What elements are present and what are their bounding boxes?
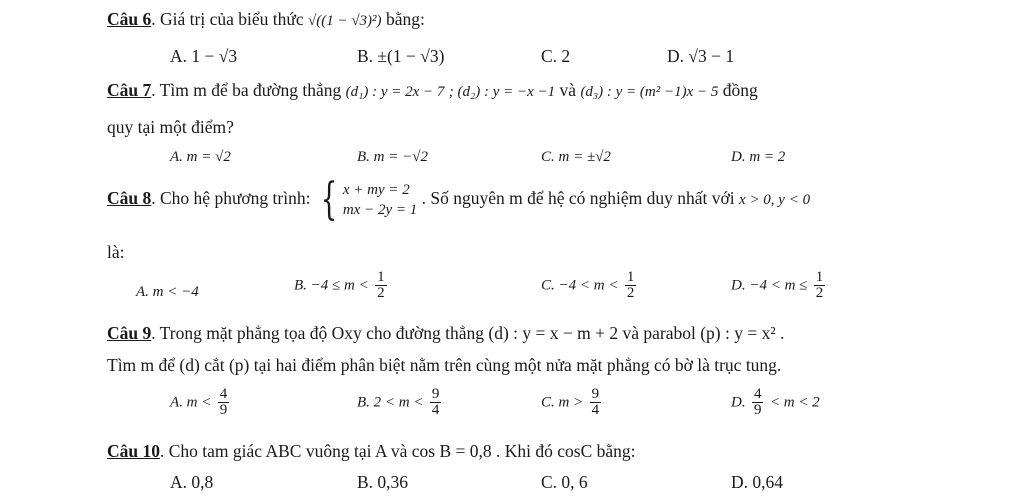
q8-option-b-fraction: $\frac{1}{2}$ — [377, 269, 385, 301]
question-9-line2: Tìm m để (d) cắt (p) tại hai điểm phân biệt nằm trên cùng một nửa mặt phẳng có bờ là trục tung. — [107, 355, 782, 375]
q8-option-d-text: D. −4 < m ≤ — [731, 277, 808, 294]
question-8-system — [315, 173, 418, 225]
question-7-text: . Tìm m để ba đường thẳng — [151, 80, 342, 100]
q8-option-a[interactable] — [136, 279, 199, 303]
system-eq2: mx − 2y = 1 — [342, 201, 418, 218]
q9-option-a-fraction: $\frac{4}{9}$ — [219, 386, 228, 418]
q9-option-b-fraction: $\frac{9}{4}$ — [431, 386, 440, 418]
question-8-text: . Cho hệ phương trình: — [151, 188, 311, 208]
q6-option-b[interactable]: B. ±(1 − √3) — [357, 46, 445, 66]
question-6-suffix: bằng: — [385, 9, 425, 29]
question-10-text: . Cho tam giác ABC vuông tại A và cos B = 0,8 . Khi đó cosC bằng: — [160, 441, 636, 461]
question-7-and: và — [559, 80, 577, 100]
q7-option-a[interactable]: A. m = √2 — [170, 149, 231, 165]
q8-option-b-text: B. −4 ≤ m < — [294, 277, 369, 294]
q9-option-d[interactable] — [731, 387, 820, 418]
question-7-d2: ; (d₂) : y = −x −1 — [448, 84, 556, 100]
q10-option-a[interactable]: A. 0,8 — [170, 472, 214, 492]
q6-option-c[interactable]: C. 2 — [541, 46, 571, 66]
question-9-text: . Trong mặt phẳng tọa độ Oxy cho đường thẳng (d) : y = x − m + 2 và parabol (p) : y = x² . — [151, 323, 785, 343]
question-8-after: . Số nguyên m để hệ có nghiệm duy nhất với — [421, 188, 735, 208]
question-9-stem — [107, 322, 784, 344]
q9-option-b-text: B. 2 < m < — [357, 394, 424, 411]
q10-option-c[interactable]: C. 0, 6 — [541, 472, 588, 492]
q10-option-d[interactable]: D. 0,64 — [731, 472, 784, 492]
question-6-expression: √((1 − √3)²) — [307, 13, 382, 29]
q9-option-b[interactable] — [357, 387, 443, 418]
q9-option-c-text: C. m > — [541, 394, 584, 411]
question-8-line2: là: — [107, 242, 125, 262]
q7-option-d[interactable]: D. m = 2 — [731, 149, 786, 165]
question-7-d1: (d₁) : y = 2x − 7 — [345, 84, 445, 100]
q8-option-a-text: A. m < −4 — [136, 284, 199, 300]
question-9-label: Câu 9 — [107, 323, 152, 343]
question-6-text: . Giá trị của biểu thức — [151, 9, 304, 29]
q6-option-a[interactable]: A. 1 − √3 — [170, 46, 238, 66]
question-7-stem — [107, 79, 758, 103]
question-8-stem — [107, 173, 811, 225]
question-6-label: Câu 6 — [107, 9, 152, 29]
question-7-line2: quy tại một điểm? — [107, 117, 234, 137]
question-6-stem — [107, 8, 425, 32]
question-8-condition: x > 0, y < 0 — [739, 192, 811, 208]
q7-option-c[interactable]: C. m = ±√2 — [541, 149, 611, 165]
q9-option-a[interactable] — [170, 387, 231, 418]
q9-option-c[interactable] — [541, 387, 603, 418]
q8-option-d-fraction: $\frac{1}{2}$ — [815, 269, 824, 301]
system-eq1: x + my = 2 — [342, 181, 410, 198]
question-10-stem — [107, 440, 636, 462]
q8-option-d[interactable] — [731, 270, 827, 301]
q9-option-d-fraction: $\frac{4}{9}$ — [753, 386, 762, 418]
question-10-label: Câu 10 — [107, 441, 160, 461]
q10-option-b[interactable]: B. 0,36 — [357, 472, 409, 492]
q8-option-c[interactable] — [541, 270, 638, 301]
q8-option-c-fraction: $\frac{1}{2}$ — [626, 269, 635, 301]
question-7-d3: (d₃) : y = (m² −1)x − 5 — [580, 84, 719, 100]
q9-option-d-tail: < m < 2 — [769, 394, 820, 411]
q6-option-d[interactable]: D. √3 − 1 — [667, 46, 735, 66]
q9-option-d-text: D. — [731, 394, 746, 411]
question-7-label: Câu 7 — [107, 80, 152, 100]
q7-option-b[interactable]: B. m = −√2 — [357, 149, 428, 165]
q9-option-c-fraction: $\frac{9}{4}$ — [591, 386, 600, 418]
q9-option-a-text: A. m < — [170, 394, 212, 411]
question-7-suffix: đồng — [722, 80, 758, 100]
system-brace: { — [320, 173, 338, 225]
q8-option-b[interactable] — [294, 270, 389, 301]
q8-option-c-text: C. −4 < m < — [541, 277, 619, 294]
question-8-label: Câu 8 — [107, 188, 152, 208]
